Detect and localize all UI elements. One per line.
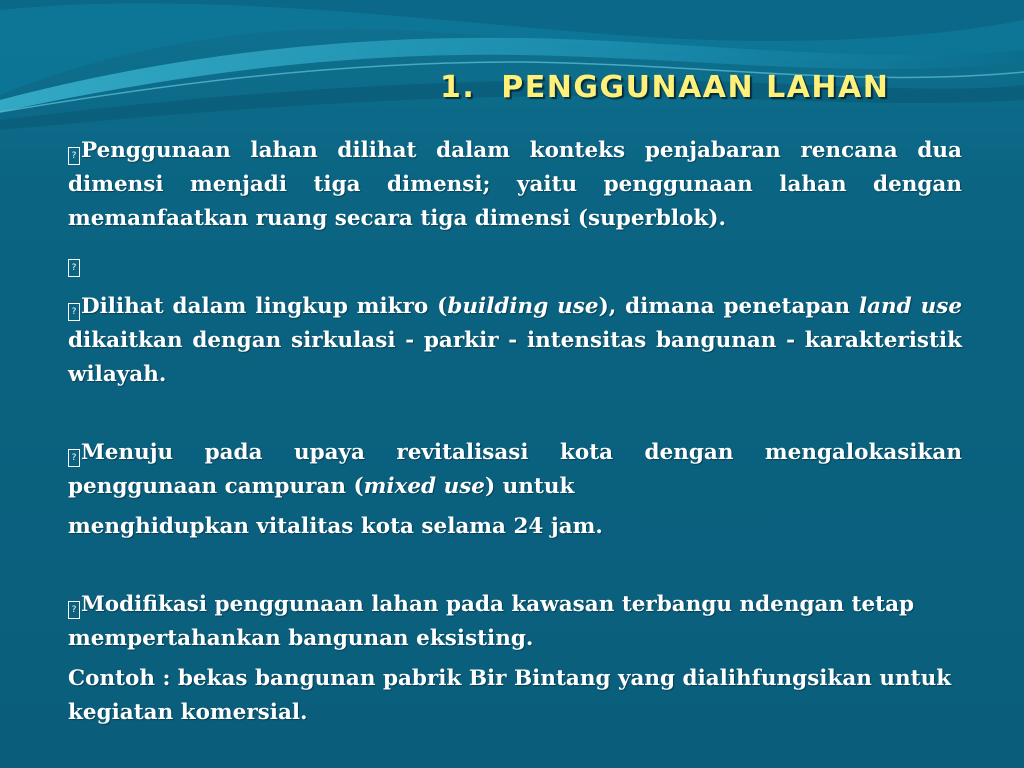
title-text: PENGGUNAAN LAHAN bbox=[501, 70, 890, 105]
title-number: 1. bbox=[440, 70, 476, 105]
paragraph-4-example: Contoh : bekas bangunan pabrik Bir Bintang yang dialihfungsikan untuk kegiatan komersial. bbox=[68, 666, 952, 725]
paragraph-3: ? Menuju pada upaya revitalisasi kota dengan mengalokasikan penggunaan campuran (mixed use) untuk bbox=[68, 440, 962, 499]
bullet-icon: ? bbox=[68, 303, 80, 321]
empty-bullet bbox=[68, 246, 962, 280]
slide-title bbox=[440, 70, 889, 105]
bullet-icon: ? bbox=[68, 147, 80, 165]
paragraph-1: ? Penggunaan lahan dilihat dalam konteks penjabaran rencana dua dimensi menjadi tiga dimensi; yaitu penggunaan lahan dengan memanfaatkan ruang secara tiga dimensi (superblok). bbox=[68, 138, 962, 231]
bullet-icon: ? bbox=[68, 259, 80, 277]
paragraph-4: ? Modifikasi penggunaan lahan pada kawasan terbangu ndengan tetap mempertahankan bangunan eksisting. bbox=[68, 592, 915, 651]
paragraph-3-continuation: menghidupkan vitalitas kota selama 24 jam. bbox=[68, 514, 603, 539]
slide-body bbox=[68, 134, 962, 730]
bullet-icon: ? bbox=[68, 449, 80, 467]
bullet-icon: ? bbox=[68, 601, 80, 619]
paragraph-2: ? Dilihat dalam lingkup mikro (building use), dimana penetapan land use dikaitkan dengan sirkulasi - parkir - intensitas bangunan - karakteristik wilayah. bbox=[68, 294, 963, 387]
